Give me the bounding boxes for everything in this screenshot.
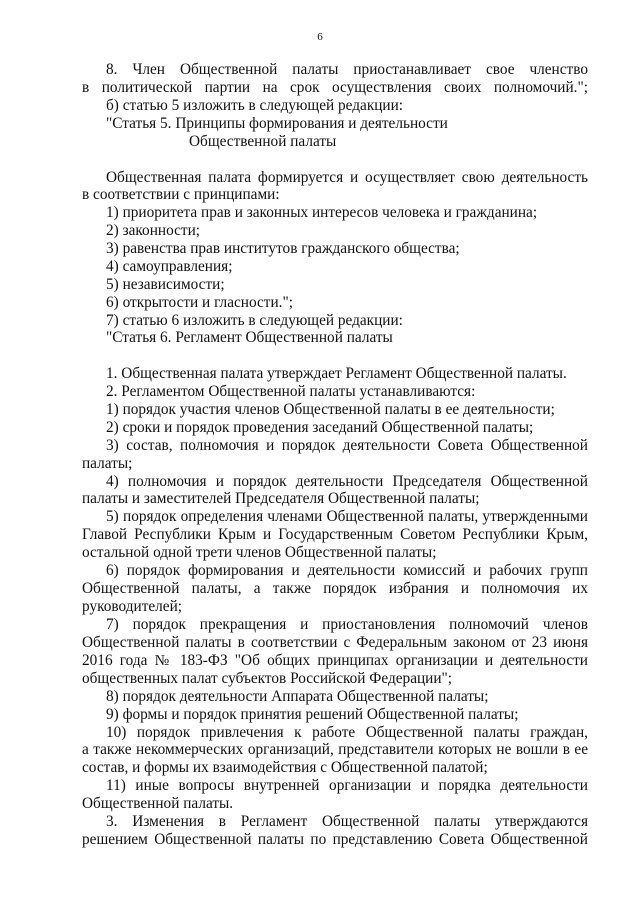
list-item: 3) состав, полномочия и порядок деятельности Совета Общественной bbox=[106, 437, 588, 454]
text-line: Главой Республики Крым и Государственным Советом Республики Крым, bbox=[82, 526, 588, 543]
list-item: 4) полномочия и порядок деятельности Председателя Общественной bbox=[106, 473, 588, 490]
list-item: 2) сроки и порядок проведения заседаний Общественной палаты; bbox=[106, 419, 534, 436]
text-line: 7) статью 6 изложить в следующей редакции: bbox=[106, 312, 403, 329]
text-line: в соответствии с принципами: bbox=[82, 186, 280, 203]
list-item: 1) порядок участия членов Общественной палаты в ее деятельности; bbox=[106, 401, 555, 418]
text-line: 1. Общественная палата утверждает Регламент Общественной палаты. bbox=[106, 365, 567, 382]
list-item: 4) самоуправления; bbox=[106, 258, 233, 275]
list-item: 5) независимости; bbox=[106, 276, 225, 293]
text-line: Общественной палаты, а также порядок избрания и полномочия их bbox=[82, 580, 588, 597]
text-line: остальной одной трети членов Общественной палаты; bbox=[82, 544, 437, 561]
list-item: 5) порядок определения членами Общественной палаты, утвержденными bbox=[106, 508, 588, 525]
text-line: руководителей; bbox=[82, 598, 183, 615]
list-item: 3) равенства прав институтов гражданского общества; bbox=[106, 240, 460, 257]
page-number: 6 bbox=[317, 31, 323, 43]
section-heading: "Статья 5. Принципы формирования и деятельности bbox=[106, 115, 448, 132]
list-item: 7) порядок прекращения и приостановления полномочий членов bbox=[106, 616, 588, 633]
text-line: Общественной палаты. bbox=[82, 795, 234, 812]
text-line: в политической партии на срок осуществления своих полномочий."; bbox=[82, 79, 588, 96]
text-line: 8. Член Общественной палаты приостанавливает свое членство bbox=[106, 61, 588, 78]
list-item: 10) порядок привлечения к работе Общественной палаты граждан, bbox=[106, 724, 588, 741]
text-line: палаты и заместителей Председателя Общественной палаты; bbox=[82, 490, 480, 507]
list-item: 11) иные вопросы внутренней организации и порядка деятельности bbox=[106, 777, 588, 794]
text-line: б) статью 5 изложить в следующей редакции: bbox=[106, 97, 404, 114]
section-heading: Общественной палаты bbox=[189, 133, 337, 150]
list-item: 1) приоритета прав и законных интересов человека и гражданина; bbox=[106, 204, 538, 221]
text-line: Общественной палаты в соответствии с Федеральным законом от 23 июня bbox=[82, 634, 588, 651]
text-line: 2016 года № 183-ФЗ "Об общих принципах организации и деятельности bbox=[82, 652, 588, 669]
list-item: 9) формы и порядок принятия решений Общественной палаты; bbox=[106, 706, 519, 723]
text-line: а также некоммерческих организаций, представители которых не вошли в ее bbox=[82, 741, 588, 758]
text-line: Общественная палата формируется и осуществляет свою деятельность bbox=[106, 169, 588, 186]
list-item: 6) порядок формирования и деятельности комиссий и рабочих групп bbox=[106, 562, 588, 579]
list-item: 8) порядок деятельности Аппарата Общественной палаты; bbox=[106, 688, 489, 705]
text-line: 2. Регламентом Общественной палаты устанавливаются: bbox=[106, 383, 476, 400]
text-line: палаты; bbox=[82, 455, 133, 472]
section-heading: "Статья 6. Регламент Общественной палаты bbox=[106, 329, 393, 346]
text-line: 3. Изменения в Регламент Общественной палаты утверждаются bbox=[106, 813, 588, 830]
text-line: решением Общественной палаты по представлению Совета Общественной bbox=[82, 831, 588, 848]
text-line: общественных палат субъектов Российской Федерации"; bbox=[82, 670, 453, 687]
list-item: 2) законности; bbox=[106, 222, 201, 239]
text-line: состав, и формы их взаимодействия с Общественной палатой; bbox=[82, 759, 488, 776]
list-item: 6) открытости и гласности."; bbox=[106, 294, 293, 311]
